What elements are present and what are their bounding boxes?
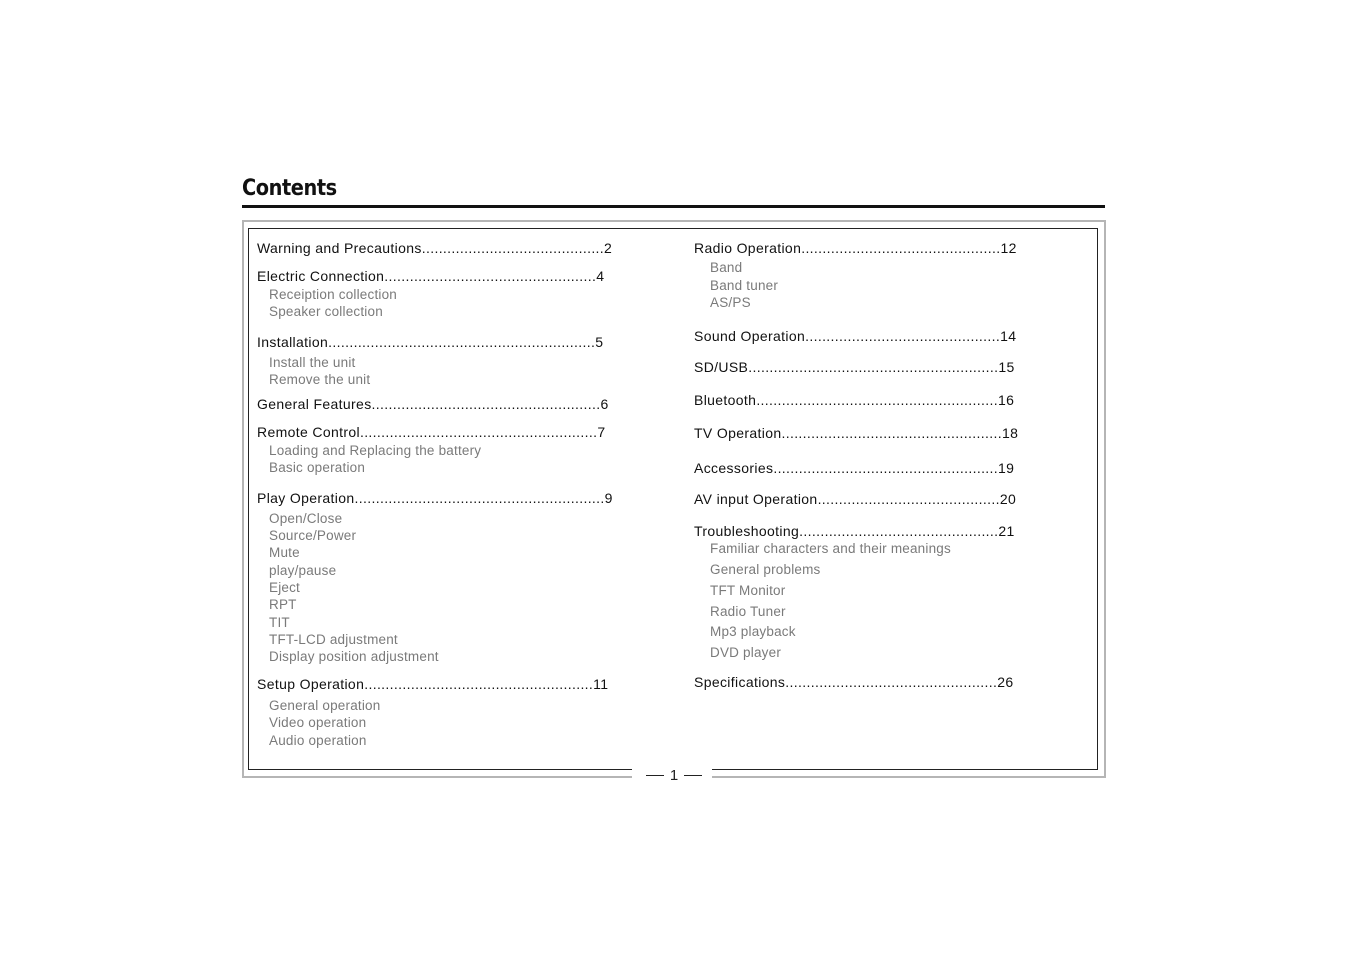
toc-entry-title: Warning and Precautions xyxy=(257,240,422,256)
toc-entry-play-operation[interactable] xyxy=(257,490,613,506)
toc-entry-bluetooth[interactable] xyxy=(694,392,1014,408)
toc-subentry[interactable]: Remove the unit xyxy=(269,372,371,387)
toc-entry-title: Specifications xyxy=(694,674,786,690)
toc-entry-sound-operation[interactable] xyxy=(694,328,1016,344)
toc-entry-warning[interactable] xyxy=(257,240,612,256)
toc-leader-dots: .............................................. xyxy=(805,328,1001,344)
toc-leader-dots: ........................................... xyxy=(421,240,605,256)
toc-entry-sd-usb[interactable] xyxy=(694,359,1015,375)
toc-entry-page: 9 xyxy=(604,490,613,506)
toc-entry-tv-operation[interactable] xyxy=(694,425,1018,441)
toc-leader-dots: ............................................... xyxy=(801,240,1001,256)
toc-entry-page: 21 xyxy=(998,523,1015,539)
toc-subentry[interactable]: Eject xyxy=(269,580,301,595)
toc-entry-radio-operation[interactable] xyxy=(694,240,1017,256)
toc-entry-title: Play Operation xyxy=(257,490,355,506)
page-number xyxy=(643,766,705,784)
toc-subentry[interactable]: TIT xyxy=(269,615,290,630)
toc-entry-page: 18 xyxy=(1001,425,1019,441)
toc-entry-title: Setup Operation xyxy=(257,676,365,692)
toc-subentry[interactable]: Band tuner xyxy=(710,278,779,293)
toc-entry-page: 20 xyxy=(999,491,1017,507)
toc-entry-general-features[interactable] xyxy=(257,396,609,412)
page-number-value: 1 xyxy=(669,766,679,784)
toc-entry-title: General Features xyxy=(257,396,372,412)
toc-subentry[interactable]: Mute xyxy=(269,545,300,560)
toc-leader-dots: ............................................... xyxy=(799,523,999,539)
toc-leader-dots: .................................................. xyxy=(785,674,998,690)
toc-subentry[interactable]: Display position adjustment xyxy=(269,649,439,664)
toc-leader-dots: .................................................. xyxy=(384,268,597,284)
toc-entry-page: 5 xyxy=(595,334,604,350)
toc-subentry[interactable]: Basic operation xyxy=(269,460,366,475)
toc-entry-page: 26 xyxy=(997,674,1014,690)
toc-leader-dots: ........................................... xyxy=(817,491,1000,507)
toc-subentry[interactable]: General operation xyxy=(269,698,381,713)
toc-subentry[interactable]: Receiption collection xyxy=(269,287,398,302)
toc-subentry[interactable]: Source/Power xyxy=(269,528,357,543)
toc-entry-title: TV Operation xyxy=(694,425,782,441)
toc-entry-page: 2 xyxy=(604,240,613,256)
page-dash-left xyxy=(646,775,664,776)
toc-leader-dots: .................................................... xyxy=(781,425,1002,441)
toc-entry-title: Remote Control xyxy=(257,424,360,440)
toc-leader-dots: ........................................................ xyxy=(359,424,598,440)
title-divider xyxy=(242,205,1105,208)
toc-entry-installation[interactable] xyxy=(257,334,603,350)
toc-entry-title: Bluetooth xyxy=(694,392,757,408)
toc-subentry[interactable]: Install the unit xyxy=(269,355,356,370)
toc-subentry[interactable]: Video operation xyxy=(269,715,367,730)
toc-entry-page: 11 xyxy=(593,676,609,692)
toc-entry-page: 7 xyxy=(597,424,606,440)
toc-entry-title: AV input Operation xyxy=(694,491,818,507)
toc-entry-setup-operation[interactable] xyxy=(257,676,608,692)
toc-subentry[interactable]: Familiar characters and their meanings xyxy=(710,541,951,556)
toc-subentry[interactable]: Radio Tuner xyxy=(710,604,786,619)
toc-subentry[interactable]: Speaker collection xyxy=(269,304,383,319)
toc-entry-title: Sound Operation xyxy=(694,328,806,344)
toc-leader-dots: ...................................................... xyxy=(371,396,601,412)
page-dash-right xyxy=(684,775,702,776)
toc-entry-page: 16 xyxy=(997,392,1015,408)
toc-subentry[interactable]: AS/PS xyxy=(710,295,751,310)
toc-leader-dots: ...................................................... xyxy=(364,676,594,692)
toc-subentry[interactable]: TFT Monitor xyxy=(710,583,786,598)
toc-entry-title: Troubleshooting xyxy=(694,523,800,539)
toc-subentry[interactable]: play/pause xyxy=(269,563,337,578)
toc-subentry[interactable]: TFT-LCD adjustment xyxy=(269,632,398,647)
toc-entry-title: SD/USB xyxy=(694,359,749,375)
toc-entry-remote-control[interactable] xyxy=(257,424,606,440)
toc-leader-dots: ........................................................... xyxy=(354,490,605,506)
toc-entry-page: 19 xyxy=(998,460,1015,476)
toc-entry-title: Accessories xyxy=(694,460,774,476)
toc-entry-page: 4 xyxy=(596,268,605,284)
toc-entry-specifications[interactable] xyxy=(694,674,1014,690)
toc-leader-dots: ............................................................... xyxy=(328,334,596,350)
toc-subentry[interactable]: Open/Close xyxy=(269,511,343,526)
toc-subentry[interactable]: DVD player xyxy=(710,645,782,660)
toc-subentry[interactable]: Loading and Replacing the battery xyxy=(269,443,482,458)
toc-entry-troubleshooting[interactable] xyxy=(694,523,1015,539)
toc-entry-title: Installation xyxy=(257,334,329,350)
page-title: Contents xyxy=(242,176,337,201)
toc-entry-page: 12 xyxy=(1000,240,1017,256)
toc-leader-dots: ........................................................... xyxy=(748,359,999,375)
toc-entry-av-input[interactable] xyxy=(694,491,1016,507)
toc-entry-electric[interactable] xyxy=(257,268,604,284)
toc-subentry[interactable]: Audio operation xyxy=(269,733,367,748)
toc-entry-page: 6 xyxy=(600,396,609,412)
toc-entry-page: 15 xyxy=(998,359,1015,375)
toc-subentry[interactable]: General problems xyxy=(710,562,821,577)
toc-leader-dots: ..................................................... xyxy=(773,460,999,476)
toc-entry-title: Radio Operation xyxy=(694,240,802,256)
toc-subentry[interactable]: RPT xyxy=(269,597,297,612)
toc-subentry[interactable]: Mp3 playback xyxy=(710,624,796,639)
toc-subentry[interactable]: Band xyxy=(710,260,743,275)
toc-entry-page: 14 xyxy=(1000,328,1017,344)
toc-leader-dots: ......................................................... xyxy=(756,392,998,408)
toc-entry-accessories[interactable] xyxy=(694,460,1014,476)
toc-entry-title: Electric Connection xyxy=(257,268,385,284)
